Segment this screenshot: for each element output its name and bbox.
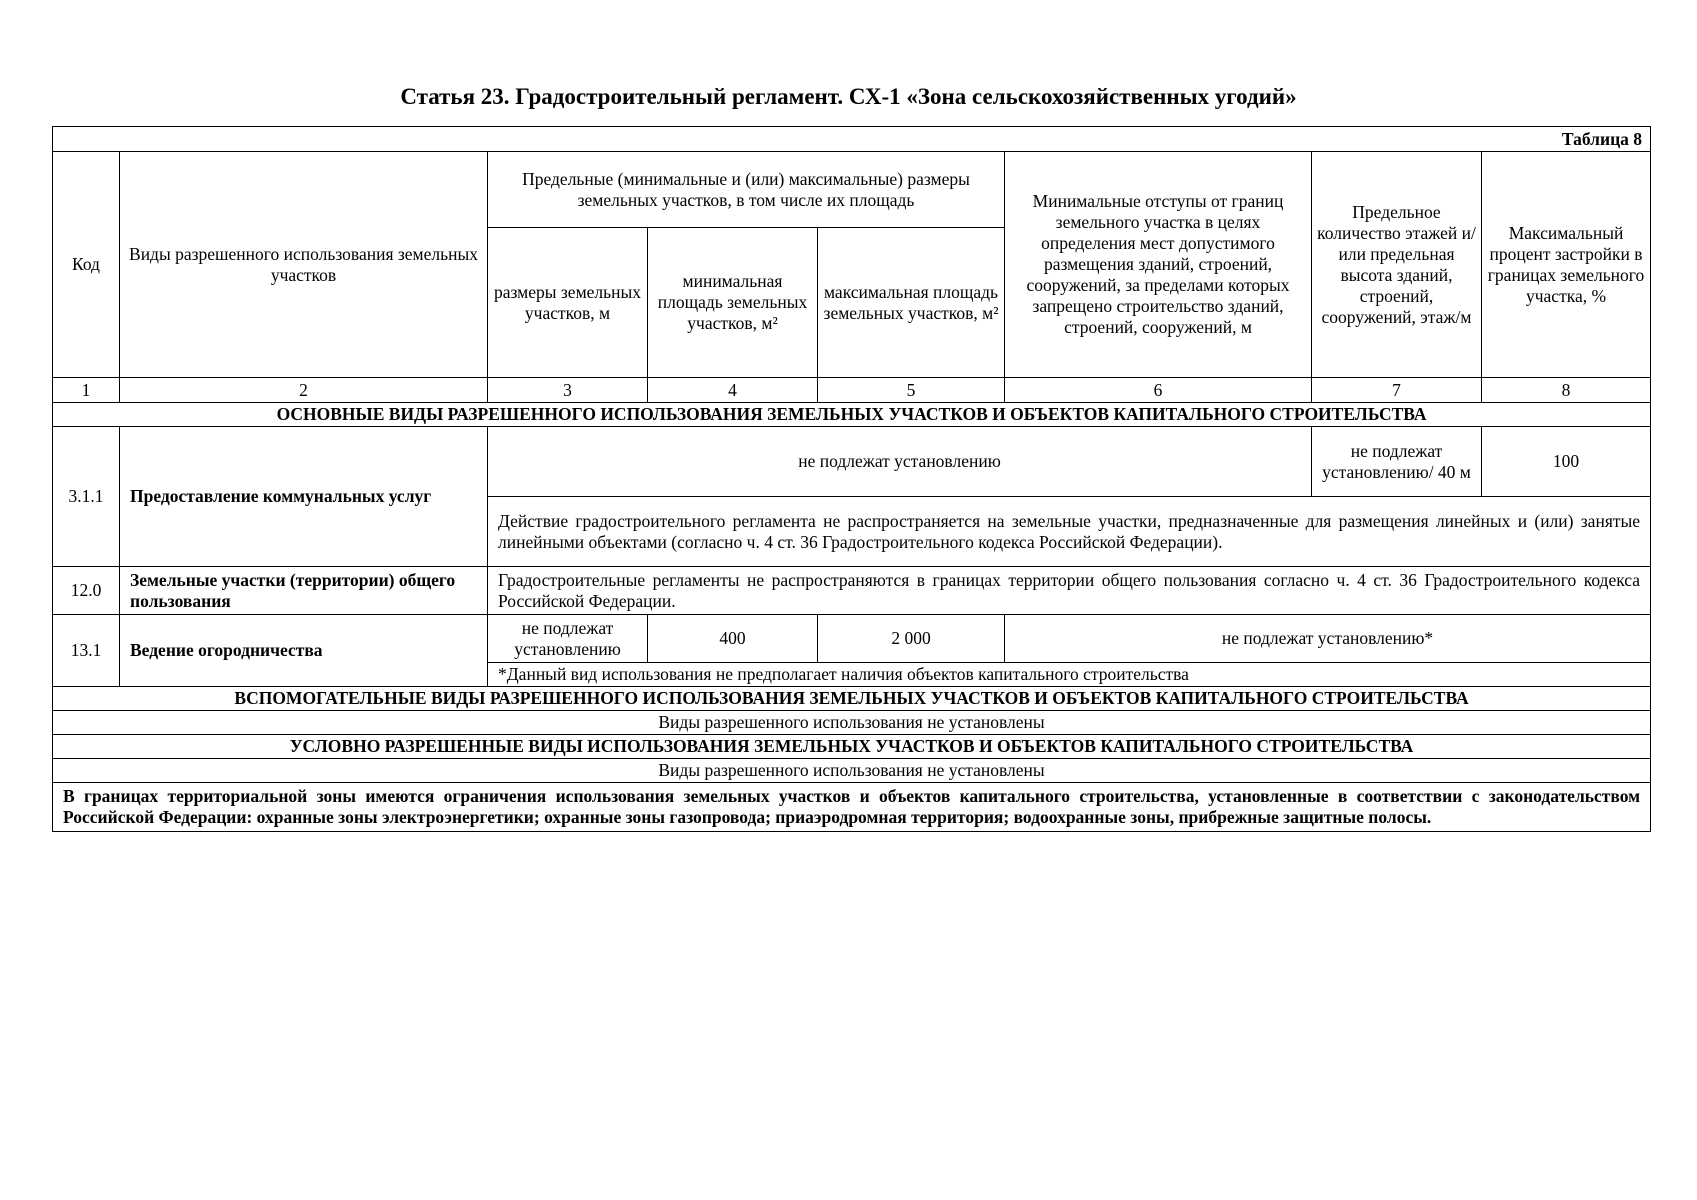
column-number: 6 bbox=[1005, 378, 1312, 403]
row-code: 12.0 bbox=[53, 567, 120, 615]
row-coverage: 100 bbox=[1482, 427, 1651, 497]
header-row bbox=[53, 152, 1651, 228]
page-title: Статья 23. Градостроительный регламент. СХ-1 «Зона сельскохозяйственных угодий» bbox=[400, 84, 1297, 109]
column-number: 1 bbox=[53, 378, 120, 403]
table-label: Таблица 8 bbox=[53, 127, 1651, 152]
section-row-auxiliary bbox=[53, 687, 1651, 711]
section-main-heading: ОСНОВНЫЕ ВИДЫ РАЗРЕШЕННОГО ИСПОЛЬЗОВАНИЯ ЗЕМЕЛЬНЫХ УЧАСТКОВ И ОБЪЕКТОВ КАПИТАЛЬНОГО СТРОИТЕЛЬСТВА bbox=[53, 403, 1651, 427]
header-use-types: Виды разрешенного использования земельных участков bbox=[120, 152, 488, 378]
regulation-table bbox=[52, 126, 1651, 832]
row-code: 13.1 bbox=[53, 615, 120, 687]
header-max-area: максимальная площадь земельных участков, м² bbox=[818, 228, 1005, 378]
header-plot-sizes: размеры земельных участков, м bbox=[488, 228, 648, 378]
header-plot-limits: Предельные (минимальные и (или) максимальные) размеры земельных участков, в том числе их площадь bbox=[488, 152, 1005, 228]
table-row bbox=[53, 615, 1651, 663]
column-number: 8 bbox=[1482, 378, 1651, 403]
column-number: 2 bbox=[120, 378, 488, 403]
column-number: 3 bbox=[488, 378, 648, 403]
column-number: 7 bbox=[1312, 378, 1482, 403]
row-name: Земельные участки (территории) общего пользования bbox=[120, 567, 488, 615]
row-min-area: 400 bbox=[648, 615, 818, 663]
row-rest: не подлежат установлению* bbox=[1005, 615, 1651, 663]
footer-row bbox=[53, 783, 1651, 832]
header-floors: Предельное количество этажей и/или предельная высота зданий, строений, сооружений, этаж/м bbox=[1312, 152, 1482, 378]
table-row bbox=[53, 427, 1651, 497]
row-plot-sizes: не подлежат установлению bbox=[488, 615, 648, 663]
row-code: 3.1.1 bbox=[53, 427, 120, 567]
section-note-row bbox=[53, 711, 1651, 735]
row-params: не подлежат установлению bbox=[488, 427, 1312, 497]
column-number: 5 bbox=[818, 378, 1005, 403]
column-number-row bbox=[53, 378, 1651, 403]
section-auxiliary-heading: ВСПОМОГАТЕЛЬНЫЕ ВИДЫ РАЗРЕШЕННОГО ИСПОЛЬЗОВАНИЯ ЗЕМЕЛЬНЫХ УЧАСТКОВ И ОБЪЕКТОВ КАПИТАЛЬНОГО СТРОИТЕЛЬСТВА bbox=[53, 687, 1651, 711]
restrictions-note: В границах территориальной зоны имеются ограничения использования земельных участков и объектов капитального строительства, установленные в соответствии с законодательством Российской Федерации: охранные зоны электроэнергетики; охранные зоны газопровода; приаэродромная территория; водоохранные зоны, прибрежные защитные полосы. bbox=[53, 783, 1651, 832]
section-note-row bbox=[53, 759, 1651, 783]
column-number: 4 bbox=[648, 378, 818, 403]
header-max-coverage: Максимальный процент застройки в границах земельного участка, % bbox=[1482, 152, 1651, 378]
header-min-area: минимальная площадь земельных участков, м² bbox=[648, 228, 818, 378]
row-note: Градостроительные регламенты не распространяются в границах территории общего пользования согласно ч. 4 ст. 36 Градостроительного кодекса Российской Федерации. bbox=[488, 567, 1651, 615]
section-conditional-heading: УСЛОВНО РАЗРЕШЕННЫЕ ВИДЫ ИСПОЛЬЗОВАНИЯ ЗЕМЕЛЬНЫХ УЧАСТКОВ И ОБЪЕКТОВ КАПИТАЛЬНОГО СТРОИТЕЛЬСТВА bbox=[53, 735, 1651, 759]
row-note: Действие градостроительного регламента не распространяется на земельные участки, предназначенные для размещения линейных и (или) занятые линейными объектами (согласно ч. 4 ст. 36 Градостроительного кодекса Российской Федерации). bbox=[488, 497, 1651, 567]
section-auxiliary-note: Виды разрешенного использования не установлены bbox=[53, 711, 1651, 735]
section-row-conditional bbox=[53, 735, 1651, 759]
row-floors: не подлежат установлению/ 40 м bbox=[1312, 427, 1482, 497]
row-name: Предоставление коммунальных услуг bbox=[120, 427, 488, 567]
table-row bbox=[53, 567, 1651, 615]
row-max-area: 2 000 bbox=[818, 615, 1005, 663]
table-label-row bbox=[53, 127, 1651, 152]
header-code: Код bbox=[53, 152, 120, 378]
section-conditional-note: Виды разрешенного использования не установлены bbox=[53, 759, 1651, 783]
section-row-main bbox=[53, 403, 1651, 427]
header-setbacks: Минимальные отступы от границ земельного участка в целях определения мест допустимого размещения зданий, строений, сооружений, за пределами которых запрещено строительство зданий, строений, сооружений, м bbox=[1005, 152, 1312, 378]
row-name: Ведение огородничества bbox=[120, 615, 488, 687]
row-note: *Данный вид использования не предполагает наличия объектов капитального строительства bbox=[488, 663, 1651, 687]
